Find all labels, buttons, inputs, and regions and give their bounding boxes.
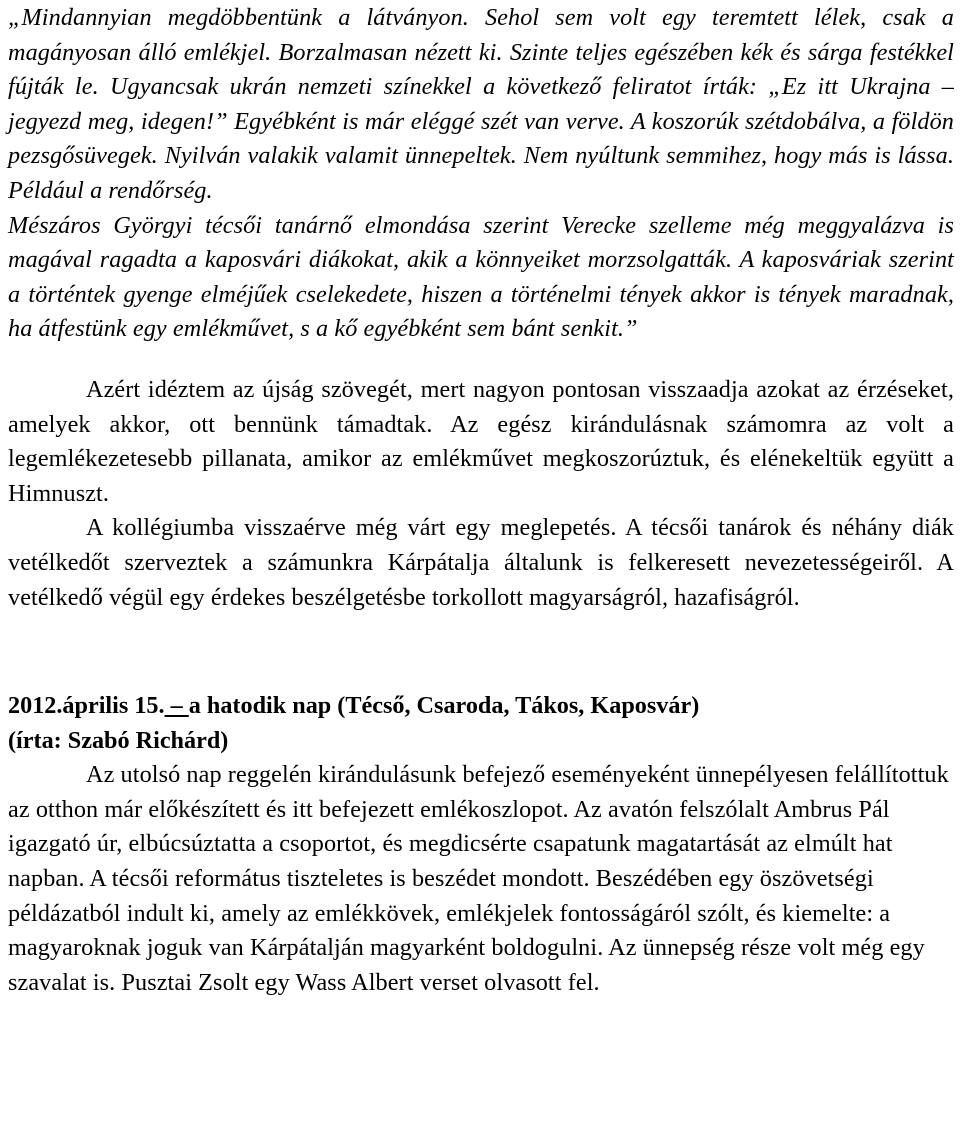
body-paragraph-3: Az utolsó nap reggelén kirándulásunk befejező eseményeként ünnepélyesen felállítottuk az otthon már előkészített és itt befejezett emlékoszlopot. Az avatón felszólalt Ambrus Pál igazgató úr, elbúcsúztatta a csoportot, és megdicsérte csapatunk magatartását az elmúlt hat napban. A técsői református tiszteletes is beszédet mondott. Beszédében egy öszövetségi példázatból indult ki, amely az emlékkövek, emlékjelek fontosságáról szólt, és kiemelte: a magyaroknak joguk van Kárpátalján magyarként boldogulni. Az ünnepség része volt még egy szavalat is. Pusztai Zsolt egy Wass Albert verset olvasott fel. xyxy=(8,761,949,996)
section-dash: – xyxy=(164,692,189,720)
body-paragraph-1: Azért idéztem az újság szövegét, mert nagyon pontosan visszaadja azokat az érzéseket, amelyek akkor, ott bennünk támadtak. Az egész kirándulásnak számomra az volt a legemlékezetesebb pillanata, amikor az emlékművet megkoszorúztuk, és elénekeltük együtt a Himnuszt. xyxy=(8,375,954,507)
section-title: a hatodik nap (Técső, Csaroda, Tákos, Kaposvár) xyxy=(188,692,700,720)
quoted-paragraph-1: „Mindannyian megdöbbentünk a látványon. Sehol sem volt egy teremtett lélek, csak a magányosan álló emlékjel. Borzalmasan nézett ki. Szinte teljes egészében kék és sárga festékkel fújták le. Ugyancsak ukrán nemzeti színekkel a következő feliratot írták: „Ez itt Ukrajna – jegyezd meg, idegen!” Egyébként is már eléggé szét van verve. A koszorúk szétdobálva, a földön pezsgősüvegek. Nyilván valakik valamit ünnepeltek. Nem nyúltunk semmihez, hogy más is lássa. Például a rendőrség. xyxy=(8,4,954,204)
quoted-paragraph-2: Mészáros Györgyi técsői tanárnő elmondása szerint Verecke szelleme még meggyalázva is magával ragadta a kaposvári diákokat, akik a könnyeiket morzsolgatták. A kaposváriak szerint a történtek gyenge elméjűek cselekedete, hiszen a történelmi tények akkor is tények maradnak, ha átfestünk egy emlékművet, s a kő egyébként sem bánt senkit.” xyxy=(8,211,954,343)
body-paragraph-2: A kollégiumba visszaérve még várt egy meglepetés. A técsői tanárok és néhány diák vetélkedőt szerveztek a számunkra Kárpátalja általunk is felkeresett nevezetességeiről. A vetélkedő végül egy érdekes beszélgetésbe torkollott magyarságról, hazafiságról. xyxy=(8,514,954,611)
document-page xyxy=(8,0,954,1000)
section-author: (írta: Szabó Richárd) xyxy=(8,726,229,754)
section-title-line xyxy=(8,689,954,724)
section-date: 2012.április 15. xyxy=(8,692,165,720)
section-heading xyxy=(8,689,954,758)
